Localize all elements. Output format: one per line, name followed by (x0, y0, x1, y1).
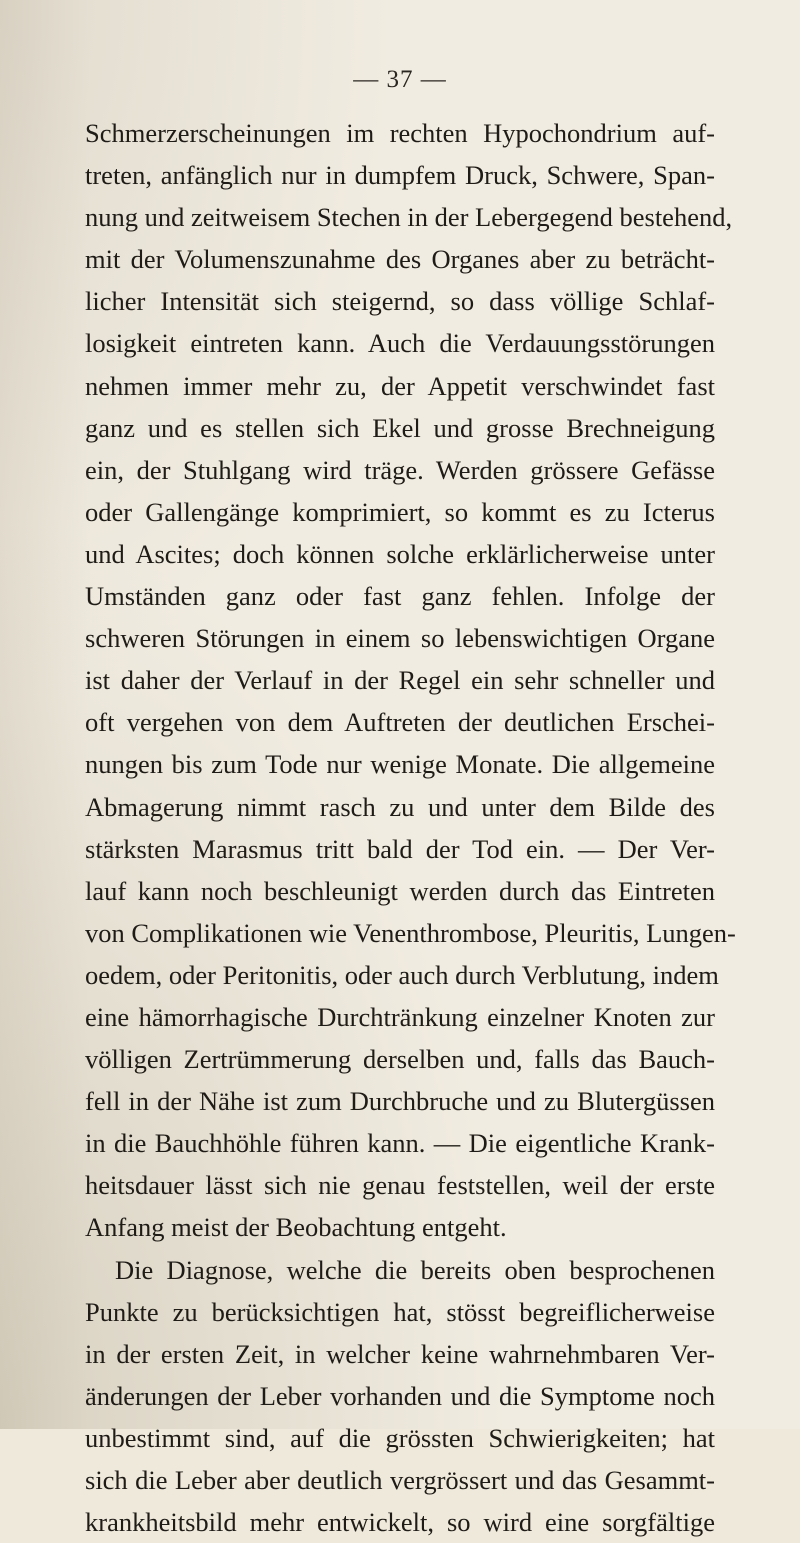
text-line: und Ascites; doch können solche erklärlicherweise unter (85, 538, 715, 569)
text-line: licher Intensität sich steigernd, so dass völlige Schlaf- (85, 286, 715, 317)
paragraph-start-line: Die Diagnose, welche die bereits oben besprochenen (115, 1254, 715, 1285)
text-line: schweren Störungen in einem so lebenswichtigen Organe (85, 623, 715, 654)
text-line: fell in der Nähe ist zum Durchbruche und zu Blutergüssen (85, 1086, 715, 1117)
body-text (85, 112, 736, 1543)
text-line: in der ersten Zeit, in welcher keine wahrnehmbaren Ver- (85, 1338, 715, 1369)
text-line: von Complikationen wie Venenthrombose, Pleuritis, Lungen- (85, 917, 736, 948)
text-line: oedem, oder Peritonitis, oder auch durch Verblutung, indem (85, 959, 719, 990)
text-line: nehmen immer mehr zu, der Appetit verschwindet fast (85, 370, 715, 401)
text-line: völligen Zertrümmerung derselben und, falls das Bauch- (85, 1044, 715, 1075)
text-line: stärksten Marasmus tritt bald der Tod ein. — Der Ver- (85, 833, 715, 864)
text-line: ist daher der Verlauf in der Regel ein sehr schneller und (85, 665, 715, 696)
text-line: krankheitsbild mehr entwickelt, so wird eine sorgfältige (85, 1507, 715, 1538)
text-line: treten, anfänglich nur in dumpfem Druck, Schwere, Span- (85, 160, 715, 191)
paragraph-end-line: Anfang meist der Beobachtung entgeht. (85, 1212, 507, 1243)
text-line: oft vergehen von dem Auftreten der deutlichen Erschei- (85, 707, 715, 738)
text-line: nung und zeitweisem Stechen in der Lebergegend bestehend, (85, 202, 733, 233)
text-line: in die Bauchhöhle führen kann. — Die eigentliche Krank- (85, 1128, 715, 1159)
text-line: nungen bis zum Tode nur wenige Monate. Die allgemeine (85, 749, 715, 780)
text-line: lauf kann noch beschleunigt werden durch das Eintreten (85, 875, 715, 906)
text-line: änderungen der Leber vorhanden und die Symptome noch (85, 1380, 715, 1411)
text-line: Abmagerung nimmt rasch zu und unter dem Bilde des (85, 791, 715, 822)
text-line: heitsdauer lässt sich nie genau feststellen, weil der erste (85, 1170, 715, 1201)
text-line: unbestimmt sind, auf die grössten Schwierigkeiten; hat (85, 1422, 715, 1453)
text-line: Umständen ganz oder fast ganz fehlen. Infolge der (85, 581, 715, 612)
text-line: ganz und es stellen sich Ekel und grosse Brechneigung (85, 412, 715, 443)
text-line: eine hämorrhagische Durchtränkung einzelner Knoten zur (85, 1001, 715, 1032)
text-line: sich die Leber aber deutlich vergrössert und das Gesammt- (85, 1465, 715, 1495)
text-line: Schmerzerscheinungen im rechten Hypochondrium auf- (85, 118, 715, 148)
text-line: ein, der Stuhlgang wird träge. Werden grössere Gefässe (85, 454, 715, 485)
text-line: Punkte zu berücksichtigen hat, stösst begreiflicherweise (85, 1296, 715, 1327)
text-line: losigkeit eintreten kann. Auch die Verdauungsstörungen (85, 328, 715, 359)
text-line: oder Gallengänge komprimiert, so kommt es zu Icterus (85, 496, 715, 527)
text-line: mit der Volumenszunahme des Organes aber zu beträcht- (85, 244, 715, 275)
page-number: — 37 — (353, 66, 447, 93)
